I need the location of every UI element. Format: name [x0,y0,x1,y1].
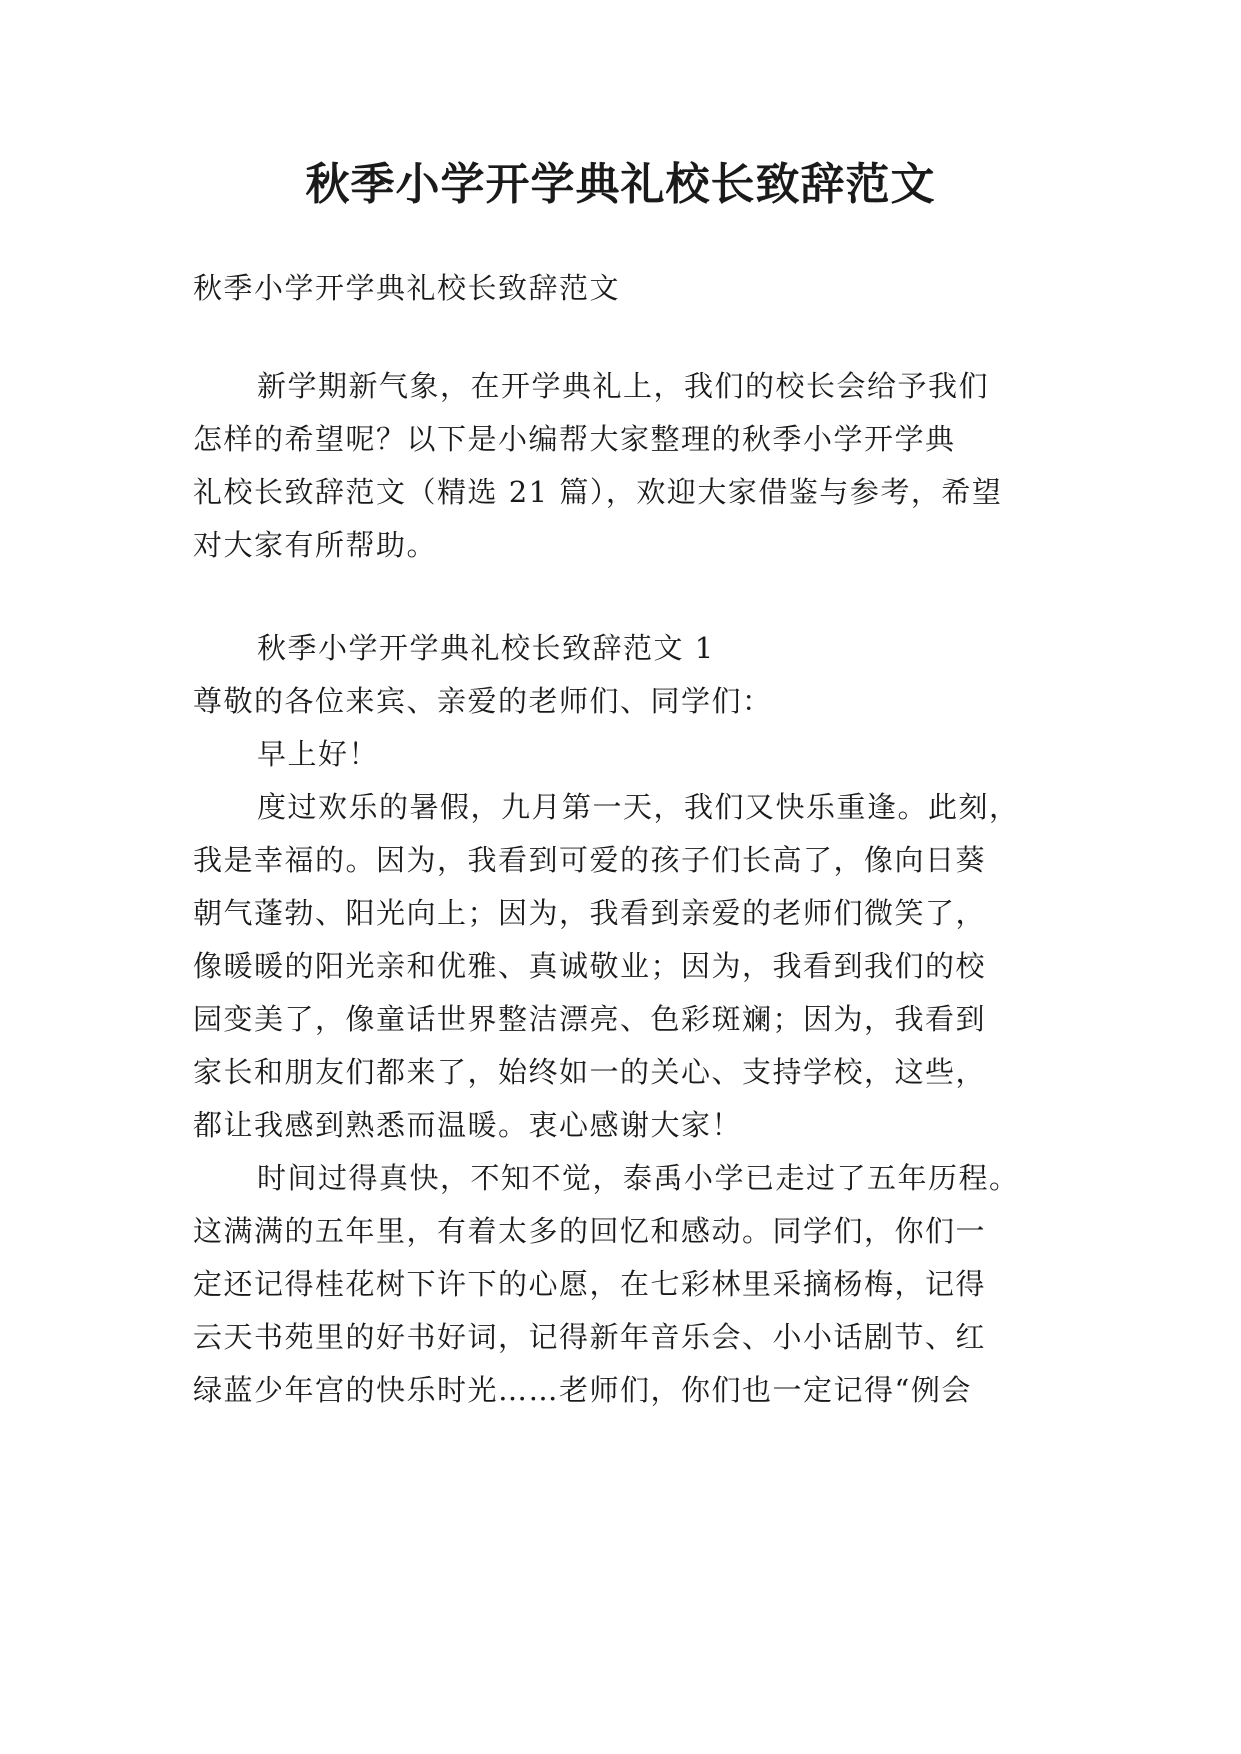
intro-line: 礼校长致辞范文（精选 21 篇），欢迎大家借鉴与参考，希望 [193,475,1003,509]
para1-line: 朝气蓬勃、阳光向上；因为，我看到亲爱的老师们微笑了， [193,896,987,930]
para1-line: 像暖暖的阳光亲和优雅、真诚敬业；因为，我看到我们的校 [193,949,987,983]
para1-line: 园变美了，像童话世界整洁漂亮、色彩斑斓；因为，我看到 [193,1002,987,1036]
document-title: 秋季小学开学典礼校长致辞范文 [305,159,936,210]
intro-line: 怎样的希望呢？以下是小编帮大家整理的秋季小学开学典 [193,422,956,456]
intro-paragraph [193,360,1059,572]
para2-line: 绿蓝少年宫的快乐时光……老师们，你们也一定记得“例会 [193,1373,972,1407]
subtitle: 秋季小学开学典礼校长致辞范文 [193,271,621,305]
para2-line: 定还记得桂花树下许下的心愿，在七彩林里采摘杨梅，记得 [193,1267,987,1301]
speech-section [193,622,1059,1417]
intro-line: 对大家有所帮助。 [193,528,438,562]
para2-line: 云天书苑里的好书好词，记得新年音乐会、小小话剧节、红 [193,1320,987,1354]
para1-line: 家长和朋友们都来了，始终如一的关心、支持学校，这些， [193,1055,987,1089]
salutation: 尊敬的各位来宾、亲爱的老师们、同学们： [193,684,773,718]
para1-line: 我是幸福的。因为，我看到可爱的孩子们长高了，像向日葵 [193,843,987,877]
para1-line: 度过欢乐的暑假，九月第一天，我们又快乐重逢。此刻， [257,790,1020,824]
subtitle-block [193,262,1059,315]
para2-line: 时间过得真快，不知不觉，泰禹小学已走过了五年历程。 [257,1161,1020,1195]
para2-line: 这满满的五年里，有着太多的回忆和感动。同学们，你们一 [193,1214,987,1248]
section-heading: 秋季小学开学典礼校长致辞范文 1 [257,631,715,665]
greeting: 早上好！ [257,737,380,771]
intro-line: 新学期新气象，在开学典礼上，我们的校长会给予我们 [257,369,990,403]
para1-line: 都让我感到熟悉而温暖。衷心感谢大家！ [193,1108,743,1142]
